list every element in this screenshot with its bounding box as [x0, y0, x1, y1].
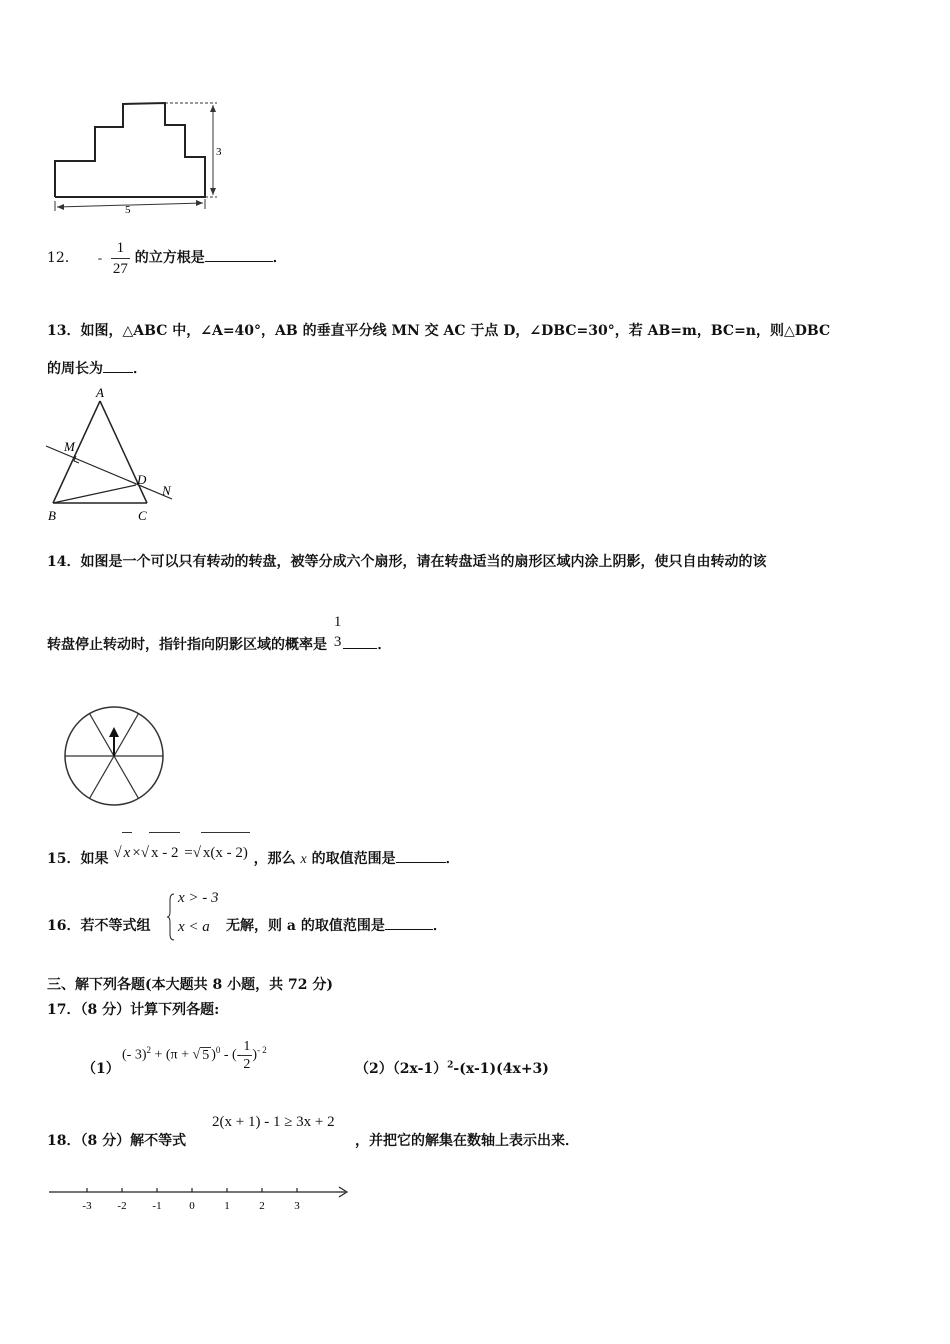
- tick-label: 2: [259, 1200, 265, 1212]
- q17-p2-label: （2）（2x-1）: [355, 1061, 448, 1077]
- q14-frac-num: 1: [333, 614, 342, 630]
- q16-system-line1: x > - 3: [178, 890, 219, 906]
- q12-answer-blank[interactable]: [205, 249, 273, 262]
- q14-line2-text: 转盘停止转动时，指针指向阴影区域的概率是: [47, 637, 327, 653]
- triangle-figure: [40, 385, 185, 530]
- tick-label: 3: [294, 1200, 300, 1212]
- tick-label: 0: [189, 1200, 195, 1212]
- staircase-outline: [55, 103, 205, 197]
- q16-end: ．: [432, 918, 447, 934]
- q15-number: 15．如果: [47, 851, 109, 867]
- tick-label: -1: [152, 1200, 162, 1212]
- q12-number: 12．: [47, 250, 79, 266]
- q12-end: ．: [272, 250, 287, 266]
- q17-p1-a: (- 3): [122, 1047, 147, 1063]
- q15-mid: ，那么: [253, 851, 296, 867]
- q17-p1-frac-n: 1: [243, 1039, 251, 1054]
- question-12: [47, 236, 287, 280]
- question-13-line1: 13．如图，△ABC 中，∠A=40°，AB 的垂直平分线 MN 交 AC 于点 D，∠DBC=30°，若 AB=m，BC=n，则△DBC: [47, 323, 831, 339]
- q15-answer-blank[interactable]: [396, 850, 446, 863]
- q12-fraction: [111, 238, 130, 279]
- q15-sqrt-x: x: [122, 832, 133, 873]
- section-3-title: 三、解下列各题(本大题共 8 小题，共 72 分): [47, 977, 333, 993]
- label-A: A: [96, 385, 104, 400]
- q16-system-line2: x < a: [178, 919, 210, 935]
- question-14-line2: [47, 612, 391, 658]
- q17-p1-exp-e: - 2: [257, 1045, 267, 1056]
- q17-part1-expr: (- 3)$^2$ + (π + √ 5 )$^0$ - (- $\frac{1}{2}$ )$^{- 2}$: [122, 1039, 267, 1072]
- q18-inequality: 2(x + 1) - 1 ≥ 3x + 2: [212, 1114, 335, 1130]
- question-17-title: 17．（8 分）计算下列各题:: [47, 1002, 220, 1018]
- q16-brace: [166, 892, 176, 942]
- q17-p1-exp-a: 2: [146, 1045, 151, 1056]
- tick-label: -2: [117, 1200, 127, 1212]
- q17-part2: [355, 1058, 549, 1078]
- q12-neg: -: [97, 250, 103, 265]
- label-N: N: [162, 483, 171, 498]
- q14-fraction: [332, 612, 344, 652]
- q17-p1-frac-d: 2: [243, 1057, 251, 1072]
- q17-part1-label: （1）: [82, 1061, 120, 1077]
- label-M: M: [64, 439, 75, 454]
- question-14-line1: 14．如图是一个可以只有转动的转盘，被等分成六个扇形，请在转盘适当的扇形区域内涂上阴影，使只自由转动的该: [47, 554, 767, 570]
- label-B: B: [48, 508, 56, 523]
- q14-frac-den: 3: [333, 634, 342, 650]
- q14-end: ．: [377, 637, 392, 653]
- q17-p1-frac: [241, 1038, 252, 1073]
- q15-text: 的取值范围是: [311, 851, 396, 867]
- q15-end: ．: [445, 851, 460, 867]
- question-15: 15．如果 √ x ×√ x - 2 =√ x(x - 2) ，那么 x 的取值范围是 ．: [47, 832, 460, 880]
- staircase-figure: [45, 95, 230, 220]
- label-D: D: [137, 472, 147, 487]
- q17-p1-sqrt5: 5: [202, 1047, 210, 1063]
- spinner-figure: [63, 705, 167, 809]
- question-16-rest: [226, 915, 447, 935]
- width-label: 5: [125, 204, 131, 216]
- question-13-line2: [47, 358, 147, 378]
- q12-text: 的立方根是: [134, 250, 205, 266]
- q16-answer-blank[interactable]: [385, 917, 433, 930]
- q14-answer-blank[interactable]: [343, 636, 377, 649]
- q15-sqrt-x2: x - 2: [149, 832, 181, 873]
- q15-sqrt-rhs: x(x - 2): [201, 832, 250, 873]
- height-label: 3: [216, 146, 222, 158]
- q17-p1-c: ): [211, 1047, 216, 1063]
- q13-line2-text: 的周长为: [47, 361, 103, 377]
- q17-p1-b: + (π +: [154, 1047, 193, 1063]
- question-16-number: 16．若不等式组: [47, 918, 151, 934]
- q17-p2-exp: 2: [447, 1060, 454, 1071]
- q12-frac-num: 1: [111, 238, 130, 259]
- q15-eq: =: [184, 845, 193, 861]
- q13-answer-blank[interactable]: [103, 360, 133, 373]
- tick-label: -3: [82, 1200, 92, 1212]
- number-line: [45, 1180, 355, 1216]
- question-18-number: 18．（8 分）解不等式: [47, 1133, 187, 1149]
- question-18-text: ，并把它的解集在数轴上表示出来．: [355, 1133, 579, 1149]
- q17-p1-d: - (-: [223, 1047, 242, 1063]
- q15-times: ×: [132, 845, 141, 861]
- q17-p2-rest: -(x-1)(4x+3): [453, 1061, 549, 1077]
- q17-p1-e: ): [252, 1047, 258, 1063]
- q12-frac-den: 27: [112, 260, 128, 277]
- label-C: C: [138, 508, 147, 523]
- q16-text: 无解，则 a 的取值范围是: [226, 918, 385, 934]
- tick-label: 1: [224, 1200, 230, 1212]
- q17-p1-exp-c: 0: [215, 1045, 221, 1056]
- q13-end: ．: [133, 361, 147, 377]
- q15-var: x: [300, 852, 307, 867]
